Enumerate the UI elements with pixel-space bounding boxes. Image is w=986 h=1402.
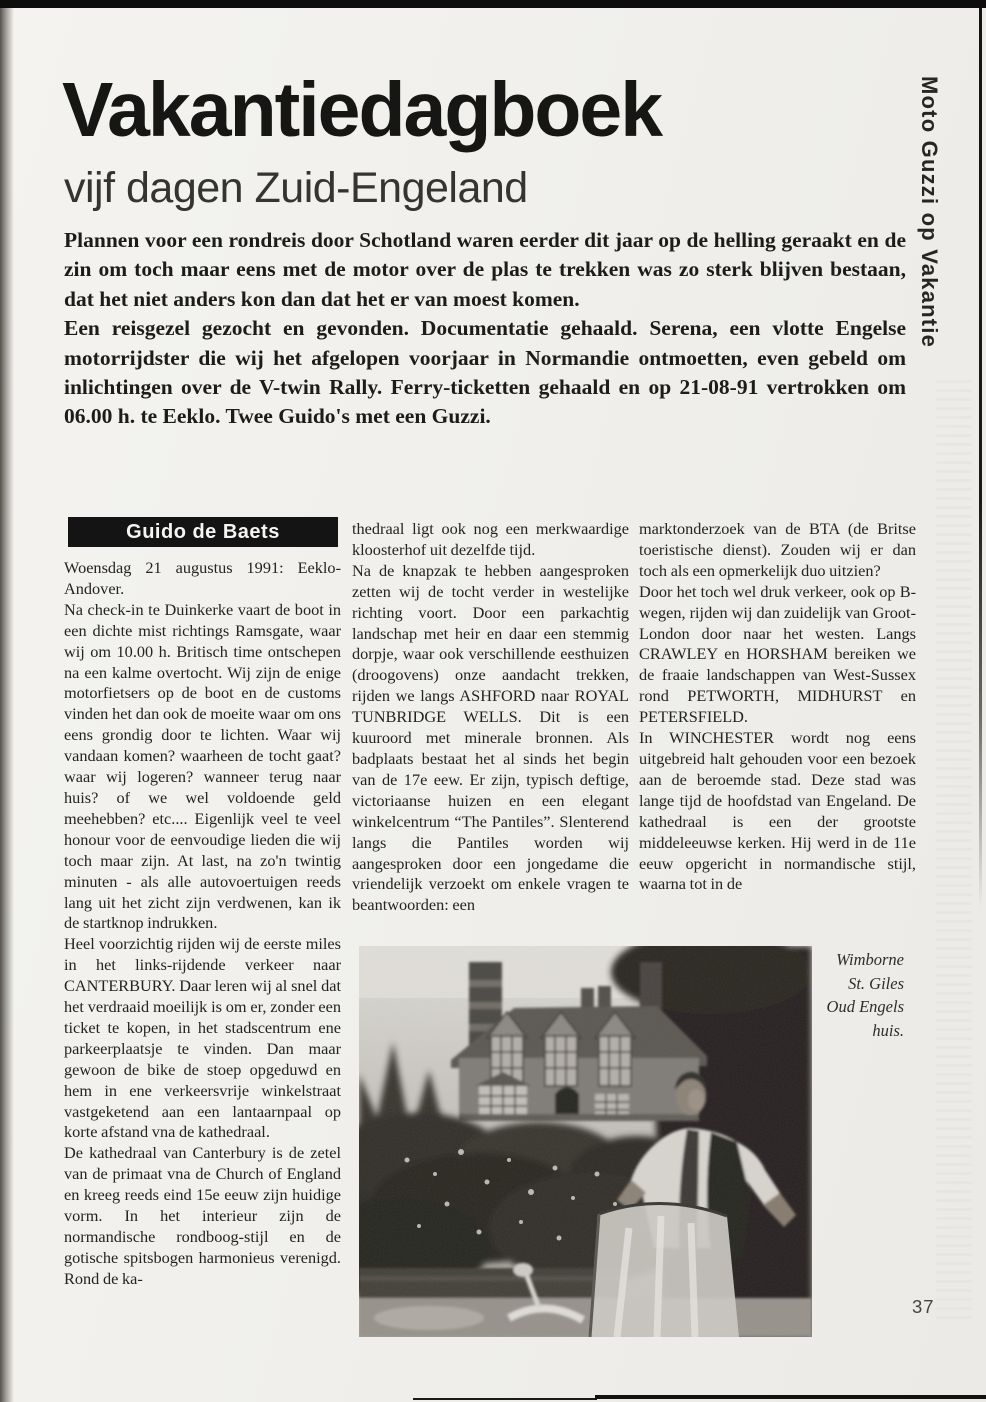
photo-caption-line: Wimborne (836, 950, 904, 969)
author-badge: Guido de Baets (68, 517, 338, 547)
intro-paragraph-2: Een reisgezel gezocht en gevonden. Documentatie gehaald. Serena, een vlotte Engelse motorrijdster die wij het afgelopen voorjaar in Normandie ontmoetten, even gebeld om inlichtingen over de V-twin Rally. Ferry-ticketten gehaald en op 21-08-91 vertrokken om 06.00 h. te Eeklo. Twee Guido's met een Guzzi. (64, 316, 906, 429)
body-paragraph: Door het toch wel druk verkeer, ook op B-wegen, rijden wij dan zuidelijk van Groot-London door naar het westen. Langs CRAWLEY en HORSHAM bereiken we de fraaie landschappen van West-Sussex rond PETWORTH, MIDHURST en PETERSFIELD. (639, 581, 916, 727)
intro-paragraph-1: Plannen voor een rondreis door Schotland waren eerder dit jaar op de helling geraakt en de zin om toch maar eens met de motor over de plas te trekken was zo sterk blijven bestaan, dat het niet anders kon dan dat het er van moest komen. (64, 228, 906, 311)
photo-caption (800, 948, 904, 1042)
body-paragraph: In WINCHESTER wordt nog eens uitgebreid halt gehouden voor een bezoek aan de beroemde stad. Deze stad was lange tijd de hoofdstad van Engeland. De kathedraal is een der grootste middeleeuwse kerken. Hij werd in de 11e eeuw opgericht in normandische stijl, waarna tot in de (639, 728, 916, 894)
text-column-3 (639, 519, 916, 895)
photo-caption-line: St. Giles (848, 973, 904, 993)
bottom-rule-thick (595, 1395, 986, 1399)
photo-old-english-house (359, 946, 812, 1337)
page-right-rule (979, 8, 982, 908)
section-label-vertical: Moto Guzzi op Vakantie (917, 76, 942, 349)
article-subtitle: vijf dagen Zuid-Engeland (64, 164, 528, 212)
article-title: Vakantiedagboek (62, 67, 662, 153)
body-paragraph: marktonderzoek van de BTA (de Britse toeristische dienst). Zouden wij er dan toch als een opmerkelijk duo uitzien? (639, 519, 916, 580)
photo-caption-line: Oud Engels (826, 997, 904, 1016)
body-paragraph: Na check-in te Duinkerke vaart de boot in een dichte mist richtings Ramsgate, waar wij om 10.00 h. Britisch time ontschepen na een kalme overtocht. Wij zijn de enige motorfietsers op de boot en de customs vinden het dan ook de moeite waar om ons eens grondig door te lichten. Waar wij vandaan komen? waarheen de tocht gaat? waar wij logeren? wanneer terug naar huis? of we wel voldoende geld meehebben? etc.... Eigenlijk veel te veel honour voor de eenvoudige lieden die wij toch maar zijn. At last, na zo'n twintig minuten - als alle autovoertuigen reeds lang uit het zicht zijn verdwenen, kan ik de startknop indrukken. (64, 599, 341, 933)
body-paragraph: Woensdag 21 augustus 1991: Eeklo-Andover. (64, 558, 341, 598)
article-intro (64, 226, 906, 432)
text-column-2 (352, 519, 629, 916)
body-paragraph: De kathedraal van Canterbury is de zetel van de primaat vna de Church of England en kreeg reeds eind 15e eeuw zijn huidige vorm. In het interieur zijn de normandische rondboog-stijl en de gotische spitsbogen harmonieus verenigd. Rond de ka- (64, 1143, 341, 1288)
text-column-1 (64, 558, 341, 1290)
body-paragraph: thedraal ligt ook nog een merkwaardige kloosterhof uit dezelfde tijd. (352, 519, 629, 559)
bottom-rule-thin (413, 1398, 597, 1400)
bleed-through-ghost (936, 380, 972, 1320)
page-number: 37 (912, 1296, 935, 1317)
scan-left-edge (0, 8, 14, 1402)
body-paragraph: Na de knapzak te hebben aangesproken zetten wij de tocht verder in westelijke richting voort. Door een parkachtig landschap met heir en daar een stemmig dorpje, waar ook verschillende eesthuizen (droogovens) onze aandacht trekken, rijden we langs ASHFORD naar ROYAL TUNBRIDGE WELLS. Dit is een kuuroord met minerale bronnen. Als badplaats bestaat het al sinds het begin van de 17e eew. Er zijn, typisch deftige, victoriaanse huizen en een elegant winkelcentrum “The Pantiles”. Slenterend langs die Pantiles worden wij aangesproken door een jongedame die vriendelijk verzoekt om enkele vragen te beantwoorden: een (352, 560, 629, 915)
photo-caption-line: huis. (872, 1020, 904, 1040)
scan-top-edge (0, 0, 986, 8)
body-paragraph: Heel voorzichtig rijden wij de eerste miles in het links-rijdende verkeer naar CANTERBURY. Daar leren wij al snel dat het verdraaid moeilijk is om er, zonder een ticket te kopen, in het stadscentrum ene parkeerplaatsje te vinden. Dan maar gewoon de bike de stoep opgeduwd en hem in ene verkeersvrije winkelstraat vastgeketend aan een lantaarnpaal op korte afstand vna de kathedraal. (64, 934, 341, 1142)
photo-illustration (359, 946, 812, 1337)
